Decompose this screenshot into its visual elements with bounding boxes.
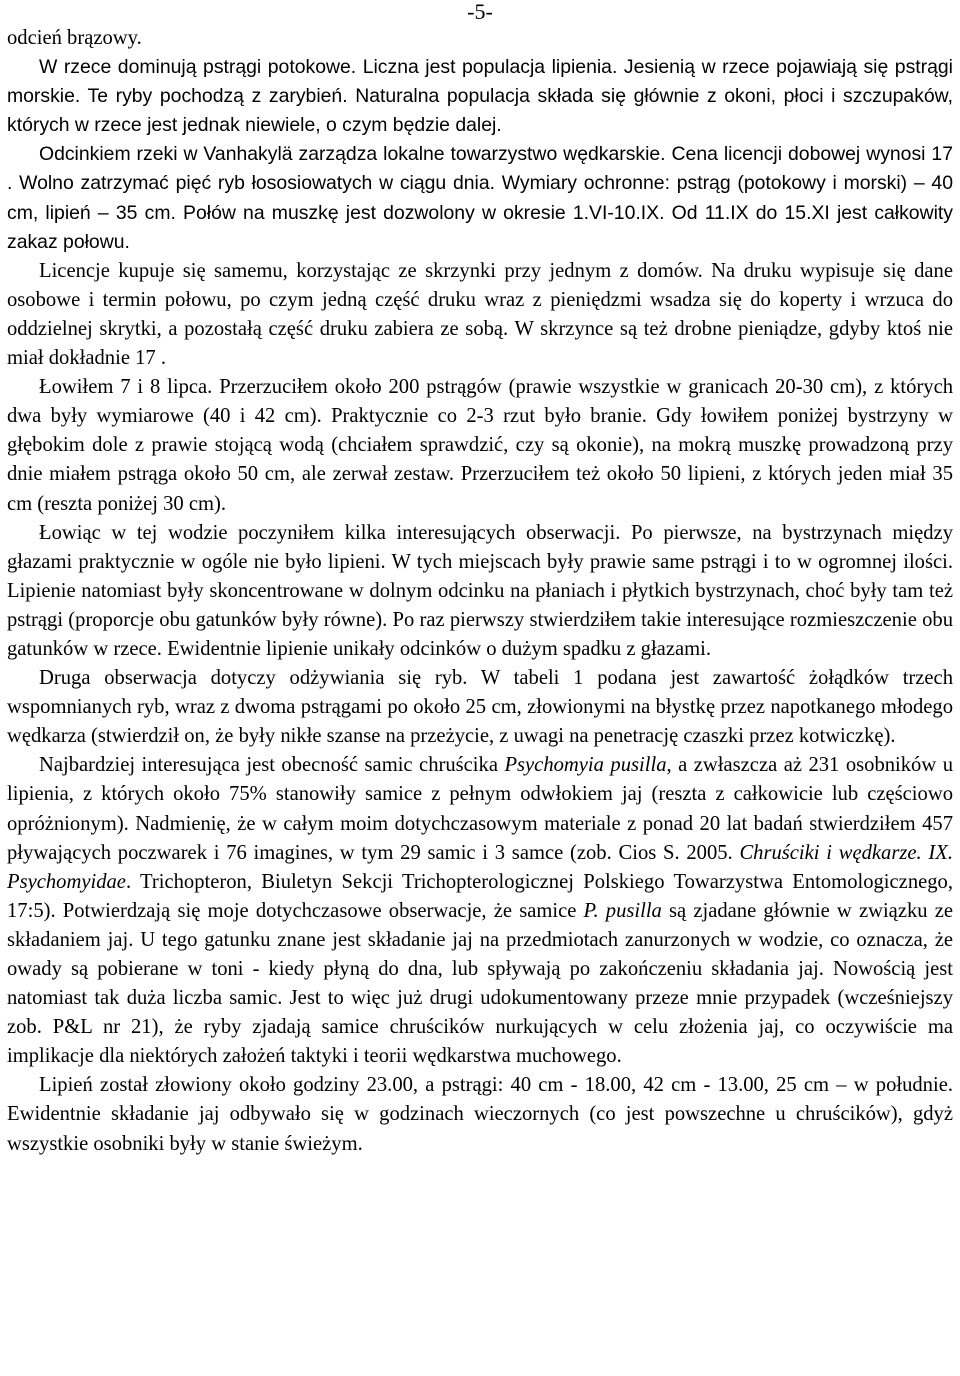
page-number: -5-: [467, 0, 493, 24]
paragraph-continuation: [7, 24, 953, 53]
text-segment: Lipień został złowiony około godziny 23.00, a pstrągi: 40 cm - 18.00, 42 cm - 13.00, 25 cm – w południe. Ewidentnie składanie jaj odbywało się w godzinach wieczornych (co jest powszechne u chruścików), gdyż wszystkie osobniki były w stanie świeżym.: [7, 1074, 953, 1155]
text-segment: W rzece dominują pstrągi potokowe. Liczna jest populacja lipienia. Jesienią w rzece pojawiają się pstrągi morskie. Te ryby pochodzą z zarybień. Naturalna populacja składa się głównie z okoni, płoci i szczupaków, których w rzece jest jednak niewiele, o czym będzie dalej.: [7, 56, 953, 137]
text-segment: Licencje kupuje się samemu, korzystając ze skrzynki przy jednym z domów. Na druku wypisuje się dane osobowe i termin połowu, po czym jedną część druku wraz z pieniędzmi wsadza się do koperty i wrzuca do oddzielnej skrytki, a pozostałą część druku zabiera ze sobą. W skrzynce są też drobne pieniądze, gdyby ktoś nie miał dokładnie 17 .: [7, 259, 953, 370]
text-segment: Łowiąc w tej wodzie poczyniłem kilka interesujących obserwacji. Po pierwsze, na bystrzynach między głazami praktycznie w ogóle nie było lipieni. W tych miejscach były prawie same pstrągi i to w ogromnej ilości. Lipienie natomiast były skoncentrowane w dolnym odcinku na płaniach i płytkich bystrzynach, choć były tam też pstrągi (proporcje obu gatunków były równe). Po raz pierwszy stwierdziłem takie interesujące rozmieszczenie obu gatunków w rzece. Ewidentnie lipienie unikały odcinków o dużym spadku z głazami.: [7, 521, 953, 660]
paragraph-observations: [7, 519, 953, 664]
text-segment: Łowiłem 7 i 8 lipca. Przerzuciłem około 200 pstrągów (prawie wszystkie w granicach 20-30 cm), z których dwa były wymiarowe (40 i 42 cm). Praktycznie co 2-3 rzut było branie. Gdy łowiłem poniżej bystrzyny w głębokim dole z prawie stojącą wodą (chciałem sprawdzić, czy są okonie), na mokrą muszkę prowadzoną przy dnie miałem pstrąga około 50 cm, ale zerwał zestaw. Przerzuciłem też około 50 lipieni, z których jeden miał 35 cm (reszta poniżej 30 cm).: [7, 376, 953, 515]
text-segment: Najbardziej interesująca jest obecność samic chruścika: [39, 754, 505, 777]
text-segment: Odcinkiem rzeki w Vanhakylä zarządza lokalne towarzystwo wędkarskie. Cena licencji dobowej wynosi 17 . Wolno zatrzymać pięć ryb łososiowatych w ciągu dnia. Wymiary ochronne: pstrąg (potokowy i morski) – 40 cm, lipień – 35 cm. Połów na muszkę jest dozwolony w okresie 1.VI-10.IX. Od 11.IX do 15.XI jest całkowity zakaz połowu.: [7, 143, 953, 253]
paragraph-fishing-report: [7, 373, 953, 518]
paragraph-fish-species: [7, 53, 953, 140]
text-segment: odcień brązowy.: [7, 27, 142, 49]
paragraph-feeding: [7, 664, 953, 751]
paragraph-timing: [7, 1071, 953, 1158]
italic-text-segment: Chruściki i wędkarze. IX. Psychomyidae: [7, 841, 953, 893]
document-page: [7, 0, 953, 1159]
text-segment: Druga obserwacja dotyczy odżywiania się ryb. W tabeli 1 podana jest zawartość żołądków trzech wspomnianych ryb, wraz z dwoma pstrągami po około 25 cm, złowionymi na błystkę przez napotkanego młodego wędkarza (stwierdził on, że były nikłe szanse na przeżycie, z uwagi na penetrację czaszki przez kotwiczkę).: [7, 667, 953, 748]
text-segment: , a zwłaszcza aż 231 osobników u lipienia, z których około 75% stanowiły samice z pełnym odwłokiem jaj (reszta z całkowicie lub częściowo opróżnionym). Nadmienię, że w całym moim dotychczasowym materiale z ponad 20 lat badań stwierdziłem 457 pływających poczwarek i 76 imagines, w tym 29 samic i 3 samce (zob. Cios S. 2005.: [7, 754, 954, 864]
paragraph-licence-rules: [7, 140, 953, 256]
text-segment: . Trichopteron, Biuletyn Sekcji Trichopterologicznej Polskiego Towarzystwa Entomologicznego, 17:5). Potwierdzają się moje dotychczasowe obserwacje, że samice: [7, 870, 953, 922]
italic-text-segment: Psychomyia pusilla: [504, 754, 667, 777]
italic-text-segment: P. pusilla: [583, 899, 662, 922]
paragraph-psychomyia: [7, 751, 953, 1071]
text-segment: są zjadane głównie w związku ze składaniem jaj. U tego gatunku znane jest składanie jaj na przedmiotach zanurzonych w wodzie, co oznacza, że owady są pobierane w toni - kiedy płyną do dna, lub spływają po zakończeniu składania jaj. Nowością jest natomiast tak duża liczba samic. Jest to więc już drugi udokumentowany przeze mnie przypadek (wcześniejszy zob. P&L nr 21), że ryby zjadają samice chruścików nurkujących w celu złożenia jaj, co oczywiście ma implikacje dla niektórych założeń taktyki i teorii wędkarstwa muchowego.: [7, 899, 954, 1068]
paragraph-licence-purchase: [7, 257, 953, 373]
